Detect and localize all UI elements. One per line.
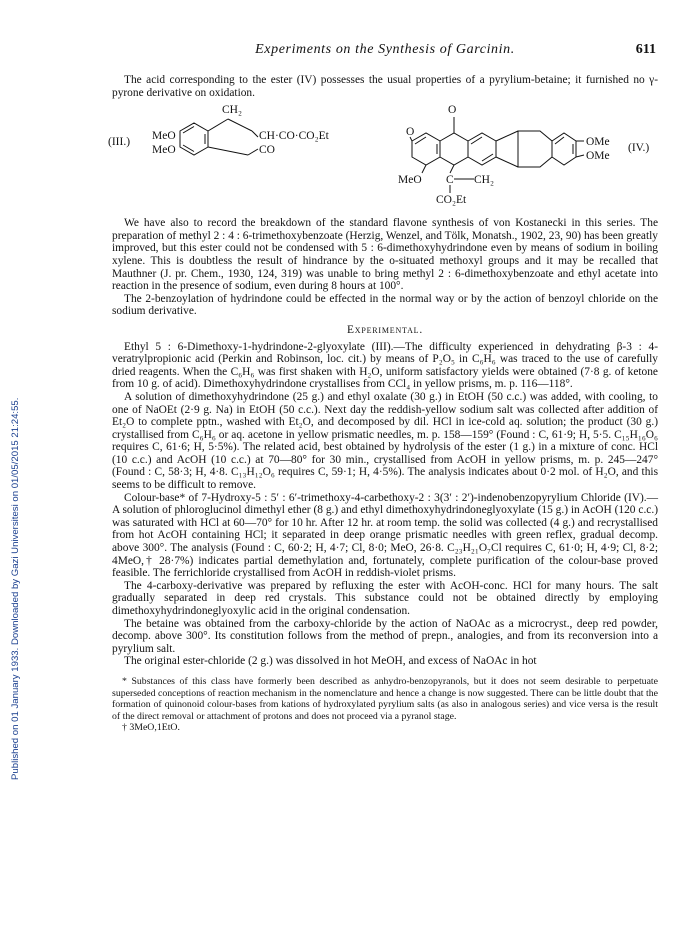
formula-iv-ome-top: OMe	[586, 136, 610, 149]
footnotes	[112, 676, 658, 734]
running-head	[112, 44, 658, 62]
structural-formulae	[108, 101, 658, 213]
formula-iii-glyoxylate: CH·CO·CO₂Et	[259, 130, 329, 143]
experimental-paragraph-5: The betaine was obtained from the carboxy-chloride by the action of NaOAc as a microcryst., deep red powder, decomp. above 300°. Its constitution follows from the method of prepn., analogies, and from its reconversion into a pyrylium salt.	[112, 617, 658, 655]
formula-iv-label: (IV.)	[628, 142, 650, 155]
download-watermark	[2, 150, 21, 780]
formula-iv-ch2: CH₂	[474, 174, 494, 187]
intro-paragraph: The acid corresponding to the ester (IV) possesses the usual properties of a pyrylium-betaine; it furnished no γ-pyrone derivative on oxidation.	[112, 74, 658, 99]
formula-iv-bonds	[410, 117, 584, 193]
experimental-paragraph-6: The original ester-chloride (2 g.) was dissolved in hot MeOH, and excess of NaOAc in hot	[124, 655, 537, 668]
formula-iv-co2et: CO₂Et	[436, 194, 467, 207]
page-number: 611	[635, 42, 656, 57]
formula-iii-label: (III.)	[108, 136, 131, 149]
formula-iv-meo: MeO	[398, 174, 422, 187]
paragraph-kostanecki: We have also to record the breakdown of the standard flavone synthesis of von Kostanecki in this series. The preparation of methyl 2 : 4 : 6-trimethoxybenzoate (Herzig, Wenzel, and Tölk, Monatsh., 1902, 23, 90) has been greatly improved, but this ester could not be condensed with 5 : 6-dimethoxyhydrindone even by means of sodium in boiling xylene. This is doubtless the result of hindrance by the o-situated methoxyl groups and it may be recalled that Mauthner (J. pr. Chem., 1930, 124, 319) was unable to bring methyl 2 : 6-dimethoxybenzoate and ethyl acetate into reaction in the presence of sodium, even during 8 hours at 100°.	[112, 217, 658, 293]
footnote-colour-base: * Substances of this class have formerly been described as anhydro-benzopyranols, but it does not seem desirable to perpetuate superseded conceptions of reaction mechanism in the nomenclature and hence a change is now suggested. There can be little doubt that the formation of quinonoid colour-bases from kations of hydroxylated pyrylium salts (as also in analogous series) and vice versa is the result of the direct removal or attachment of protons and does not proceed via a pyranol stage.	[112, 675, 658, 722]
formula-iv-oxygen-top: O	[448, 104, 457, 117]
journal-page	[108, 42, 658, 734]
experimental-heading: Experimental.	[346, 323, 423, 336]
formula-drawing	[108, 101, 668, 213]
formula-iii-meo-top: MeO	[152, 130, 176, 143]
formula-iv-c: C	[446, 174, 454, 187]
formula-iii-co: CO	[259, 144, 275, 157]
footnote-methoxyl: † 3MeO,1EtO.	[122, 722, 180, 734]
experimental-paragraph-1: Ethyl 5 : 6-Dimethoxy-1-hydrindone-2-glyoxylate (III).—The difficulty experienced in dehydrating β-3 : 4-veratrylpropionic acid (Perkin and Robinson, loc. cit.) by means of P₂O₅ in C₆H₆ was traced to the use of carefully dried reagents. When the C₆H₆ was first shaken with H₂O, uniform satisfactory yields were obtained (7·8 g. of ketone from 10 g. of acid). Dimethoxyhydrindone crystallises from CCl₄ in yellow prisms, m. p. 116—118°.	[112, 340, 658, 391]
formula-iv-ome-bottom: OMe	[586, 150, 610, 163]
paragraph-benzoylation: The 2-benzoylation of hydrindone could be effected in the normal way or by the action of benzoyl chloride on the sodium derivative.	[112, 292, 658, 318]
download-watermark-text: Published on 01 January 1933. Downloaded by Gazi Universitesi on 01/05/2015 21:24:55.	[10, 397, 21, 780]
experimental-paragraph-4: The 4-carboxy-derivative was prepared by refluxing the ester with AcOH-conc. HCl for many hours. The salt gradually separated in deep red crystals. This substance could not be obtained directly by employing dimethoxyhydrindoneglyoxylic acid in the original condensation.	[112, 579, 658, 617]
running-head-title: Experiments on the Synthesis of Garcinin.	[255, 42, 515, 57]
formula-iii-meo-bottom: MeO	[152, 144, 176, 157]
formula-iii-bonds	[180, 119, 258, 155]
formula-iii-ch2: CH₂	[222, 104, 242, 117]
experimental-paragraph-3: Colour-base* of 7-Hydroxy-5 : 5′ : 6′-trimethoxy-4-carbethoxy-2 : 3(3′ : 2′)-indenobenzopyrylium Chloride (IV).—A solution of phloroglucinol dimethyl ether (8 g.) and ethyl dimethoxyhydrindoneglyoxylate (15 g.) in AcOH (120 c.c.) was saturated with HCl at 60—70° for 10 hr. After 12 hr. at room temp. the solid was collected (4 g.) and recrystallised from hot AcOH containing HCl; it separated in deep orange prismatic needles with green reflex, gradual decomp. above 300°. The analysis (Found : C, 60·2; H, 4·7; Cl, 8·0; MeO, 26·8. C₂₃H₂₁O₇Cl requires C, 61·0; H, 4·9; Cl, 8·2; 4MeO,† 28·7%) indicates partial demethylation and, fortunately, complete purification of the colour-base proved feasible. The ferrichloride crystallised from AcOH in reddish-violet prisms.	[112, 491, 658, 580]
experimental-paragraph-2: A solution of dimethoxyhydrindone (25 g.) and ethyl oxalate (30 g.) in EtOH (50 c.c.) was added, with cooling, to one of NaOEt (2·9 g. Na) in EtOH (50 c.c.). Next day the reddish-yellow sodium salt was collected after addition of Et₂O to complete pptn., washed with Et₂O, and decomposed by dil. HCl in ice-cold aq. solution; the product (30 g.) crystallised from C₆H₆ or aq. acetone in yellow prismatic needles, m. p. 158—159° (Found : C, 61·9; H, 5·5. C₁₅H₁₆O₆ requires C, 61·6; H, 5·5%). The related acid, best obtained by hydrolysis of the ester (1 g.) in a mixture of conc. HCl (10 c.c.) and AcOH (10 c.c.) at 70—80° for 30 min., crystallised from AcOH in yellow prisms, m. p. 245—247° (Found : C, 58·3; H, 4·8. C₁₃H₁₂O₆ requires C, 59·1; H, 4·5%). The analysis indicates about 0·2 mol. of H₂O, and this seems to be difficult to remove.	[112, 390, 658, 492]
formula-iv-oxygen-left: O	[406, 126, 415, 139]
